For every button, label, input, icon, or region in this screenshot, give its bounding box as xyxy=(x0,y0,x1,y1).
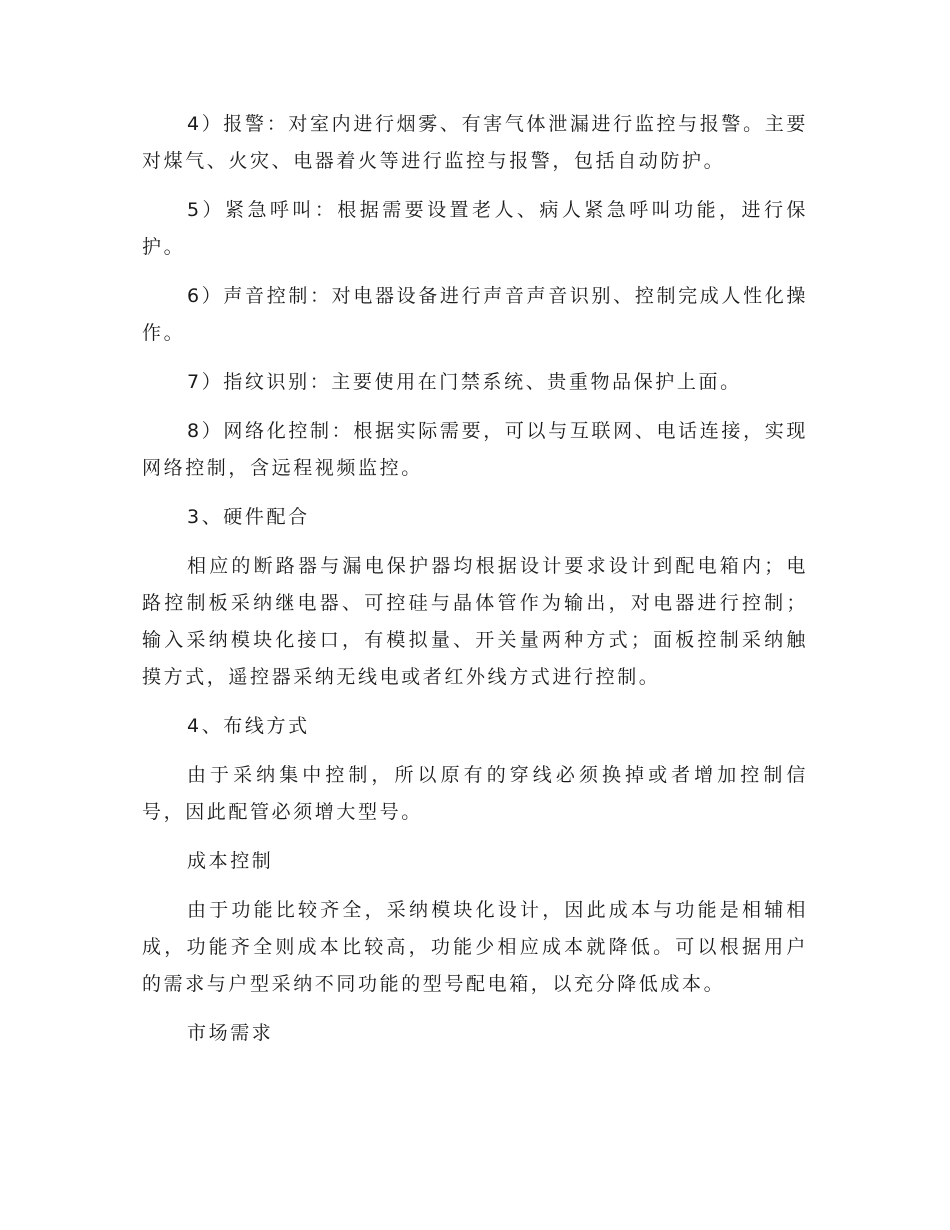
paragraph-network-control: 8）网络化控制：根据实际需要，可以与互联网、电话连接，实现网络控制，含远程视频监控。 xyxy=(142,420,808,479)
section-heading-wiring: 4、布线方式 xyxy=(187,715,310,737)
paragraph-cost: 由于功能比较齐全，采纳模块化设计，因此成本与功能是相辅相成，功能齐全则成本比较高，功能少相应成本就降低。可以根据用户的需求与户型采纳不同功能的型号配电箱，以充分降低成本。 xyxy=(142,899,808,995)
paragraph-alarm: 4）报警：对室内进行烟雾、有害气体泄漏进行监控与报警。主要对煤气、火灾、电器着火等进行监控与报警，包括自动防护。 xyxy=(142,113,808,172)
section-heading-cost: 成本控制 xyxy=(187,850,274,872)
document-body xyxy=(142,106,808,1064)
section-heading-market: 市场需求 xyxy=(187,1022,274,1044)
paragraph-emergency-call: 5）紧急呼叫：根据需要设置老人、病人紧急呼叫功能，进行保护。 xyxy=(142,199,808,258)
section-heading-hardware: 3、硬件配合 xyxy=(187,506,310,528)
paragraph-wiring: 由于采纳集中控制，所以原有的穿线必须换掉或者增加控制信号，因此配管必须增大型号。 xyxy=(142,764,808,823)
paragraph-fingerprint: 7）指纹识别：主要使用在门禁系统、贵重物品保护上面。 xyxy=(187,371,742,393)
paragraph-voice-control: 6）声音控制：对电器设备进行声音声音识别、控制完成人性化操作。 xyxy=(142,285,808,344)
paragraph-hardware: 相应的断路器与漏电保护器均根据设计要求设计到配电箱内；电路控制板采纳继电器、可控硅与晶体管作为输出，对电器进行控制；输入采纳模块化接口，有模拟量、开关量两种方式；面板控制采纳触摸方式，遥控器采纳无线电或者红外线方式进行控制。 xyxy=(142,555,808,688)
